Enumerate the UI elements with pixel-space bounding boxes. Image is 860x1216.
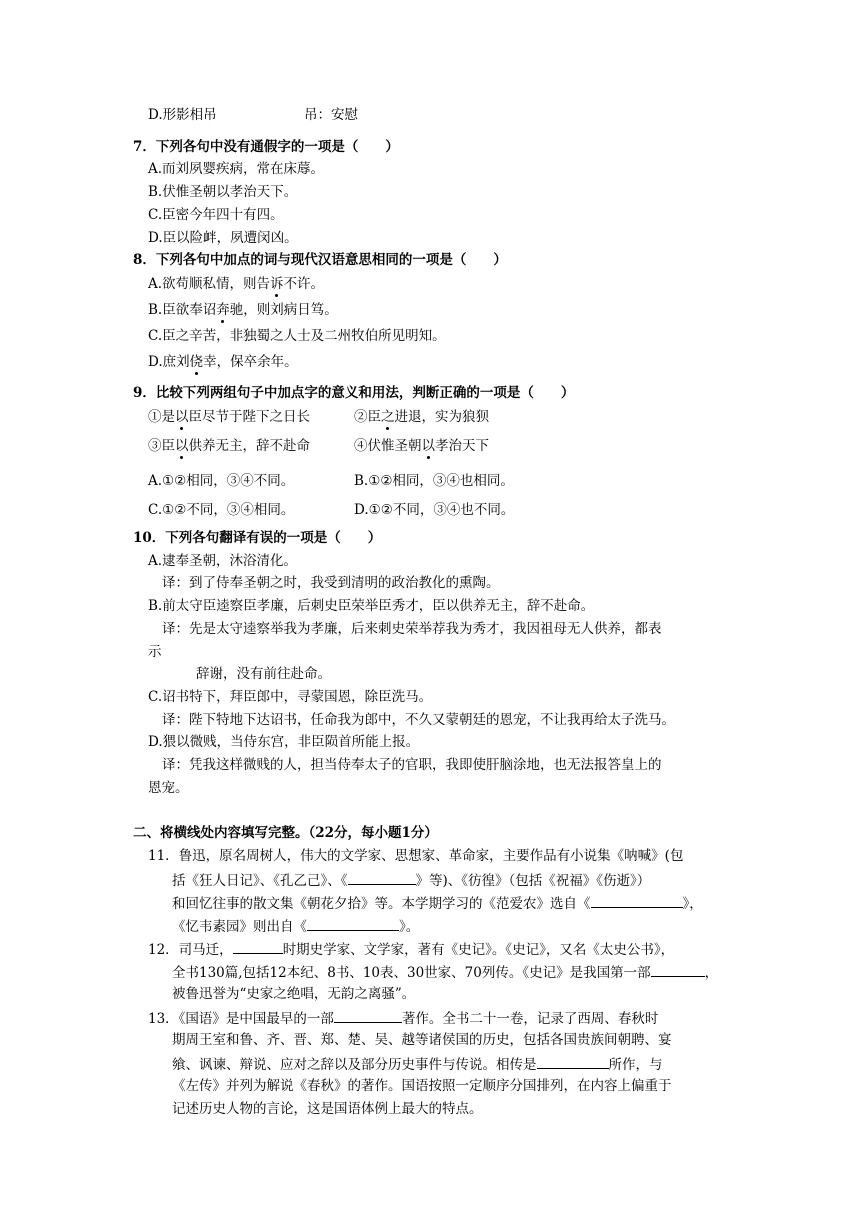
q12-line-2: 全书130篇,包括12本纪、8书、10表、30世家、70列传。《史记》是我国第一部 ， xyxy=(172,962,718,982)
q9-option-a: A.①②相同，③④不同。 xyxy=(148,473,295,489)
fill-blank[interactable] xyxy=(334,1008,402,1023)
fill-blank[interactable] xyxy=(307,916,399,931)
q10-option-a-translation: 译：到了侍奉圣朝之时，我受到清明的政治教化的熏陶。 xyxy=(162,575,500,591)
q8-title: 8．下列各句中加点的词与现代汉语意思相同的一项是（ ） xyxy=(133,252,507,268)
section-2-title: 二、将横线处内容填写完整。（22分，每小题1分） xyxy=(133,825,438,841)
q7-option-d: D.臣以险衅，夙遭闵凶。 xyxy=(148,230,298,246)
q9-option-c: C.①②不同，③④相同。 xyxy=(148,502,295,518)
dotted-char: 侥 xyxy=(189,354,204,370)
q9-title: 9．比较下列两组句子中加点字的意义和用法，判断正确的一项是（ ） xyxy=(133,385,575,401)
q7-option-a: A.而刘夙婴疾病，常在床蓐。 xyxy=(148,161,325,177)
q11-line-2: 括《狂人日记》、《孔乙己》、《 》等)、《彷徨》（包括《祝福》《伤逝》） xyxy=(172,870,650,890)
dotted-char: 以 xyxy=(175,409,189,425)
q9-option-b: B.①②相同，③④也相同。 xyxy=(354,473,514,489)
q9-sentence-3: ③臣以供养无主，辞不赴命 xyxy=(148,438,310,454)
q10-option-d-translation: 译：凭我这样微贱的人，担当侍奉太子的官职，我即使肝脑涂地，也无法报答皇上的 xyxy=(162,757,662,773)
q12-line-1: 12．司马迁， 时期史学家、文学家，著有《史记》。《史记》，又名《太史公书》， xyxy=(148,939,674,959)
fill-blank[interactable] xyxy=(233,939,283,954)
dotted-char: 以 xyxy=(175,438,189,454)
q9-sentence-4: ④伏惟圣朝以孝治天下 xyxy=(354,438,489,454)
q11-line-4: 《忆韦素园》则出自《 》。 xyxy=(172,916,419,936)
dotted-char: 以 xyxy=(421,438,435,454)
q7-option-b: B.伏惟圣朝以孝治天下。 xyxy=(148,184,298,200)
q10-option-c: C.诏书特下，拜臣郎中，寻蒙国恩，除臣洗马。 xyxy=(148,689,433,705)
q7-title: 7．下列各句中没有通假字的一项是（ ） xyxy=(133,139,399,155)
q8-option-d: D.庶刘侥幸，保卒余年。 xyxy=(148,354,298,370)
q10-title: 10．下列各句翻译有误的一项是（ ） xyxy=(133,530,382,546)
q6-option-d-gloss: 吊：安慰 xyxy=(304,107,358,123)
q11-line-1: 11．鲁迅，原名周树人，伟大的文学家、思想家、革命家，主要作品有小说集《呐喊》(包 xyxy=(148,848,684,864)
q13-line-2: 期周王室和鲁、齐、晋、郑、楚、吴、越等诸侯国的历史，包括各国贵族间朝聘、宴 xyxy=(172,1032,672,1048)
dotted-char: 之 xyxy=(381,409,395,425)
q10-option-b-translation: 译：先是太守逵察举我为孝廉，后来刺史荣举荐我为秀才，我因祖母无人供养，都表 xyxy=(162,621,662,637)
q10-option-d: D.猥以微贱，当侍东宫，非臣陨首所能上报。 xyxy=(148,734,420,750)
q8-option-c: C.臣之辛苦，非独蜀之人士及二州牧伯所见明知。 xyxy=(148,328,446,344)
q13-line-1: 13．《国语》是中国最早的一部 著作。全书二十一卷，记录了西周、春秋时 xyxy=(148,1008,658,1028)
dotted-char: 奔 xyxy=(216,302,230,318)
q8-option-b: B.臣欲奉诏奔驰，则刘病日笃。 xyxy=(148,302,338,318)
q12-line-3: 被鲁迅誉为“史家之绝唱，无韵之离骚”。 xyxy=(172,986,416,1002)
fill-blank[interactable] xyxy=(651,962,705,977)
q6-option-d: D.形影相吊 xyxy=(148,107,217,123)
q10-option-a: A.逮奉圣朝，沐浴清化。 xyxy=(148,553,298,569)
q10-option-b-translation-cont: 示 xyxy=(148,644,162,660)
q9-sentence-1: ①是以臣尽节于陛下之日长 xyxy=(148,409,310,425)
q8-option-a: A.欲苟顺私情，则告诉不许。 xyxy=(148,276,325,292)
q13-line-3: 飨、讽谏、辩说、应对之辞以及部分历史事件与传说。相传是 所作，与 xyxy=(172,1054,663,1074)
q10-option-d-translation-cont: 恩宠。 xyxy=(148,780,189,796)
q11-line-3: 和回忆往事的散文集《朝花夕拾》等。本学期学习的《范爱农》选自《 》， xyxy=(172,893,703,913)
q9-sentence-2: ②臣之进退，实为狼狈 xyxy=(354,409,489,425)
q13-line-5: 记述历史人物的言论，这是国语体例上最大的特点。 xyxy=(172,1101,483,1117)
q10-option-b-translation-end: 辞谢，没有前往赴命。 xyxy=(196,666,331,682)
q9-option-d: D.①②不同，③④也不同。 xyxy=(354,502,515,518)
q13-line-4: 《左传》并列为解说《春秋》的著作。国语按照一定顺序分国排列，在内容上偏重于 xyxy=(172,1078,672,1094)
fill-blank[interactable] xyxy=(537,1054,609,1069)
fill-blank[interactable] xyxy=(591,893,683,908)
fill-blank[interactable] xyxy=(348,870,416,885)
q10-option-b: B.前太守臣逵察臣孝廉，后刺史臣荣举臣秀才，臣以供养无主，辞不赴命。 xyxy=(148,598,595,614)
q10-option-c-translation: 译：陛下特地下达诏书，任命我为郎中，不久又蒙朝廷的恩宠，不让我再给太子洗马。 xyxy=(162,712,675,728)
q7-option-c: C.臣密今年四十有四。 xyxy=(148,207,284,223)
dotted-char: 诉 xyxy=(270,276,284,292)
